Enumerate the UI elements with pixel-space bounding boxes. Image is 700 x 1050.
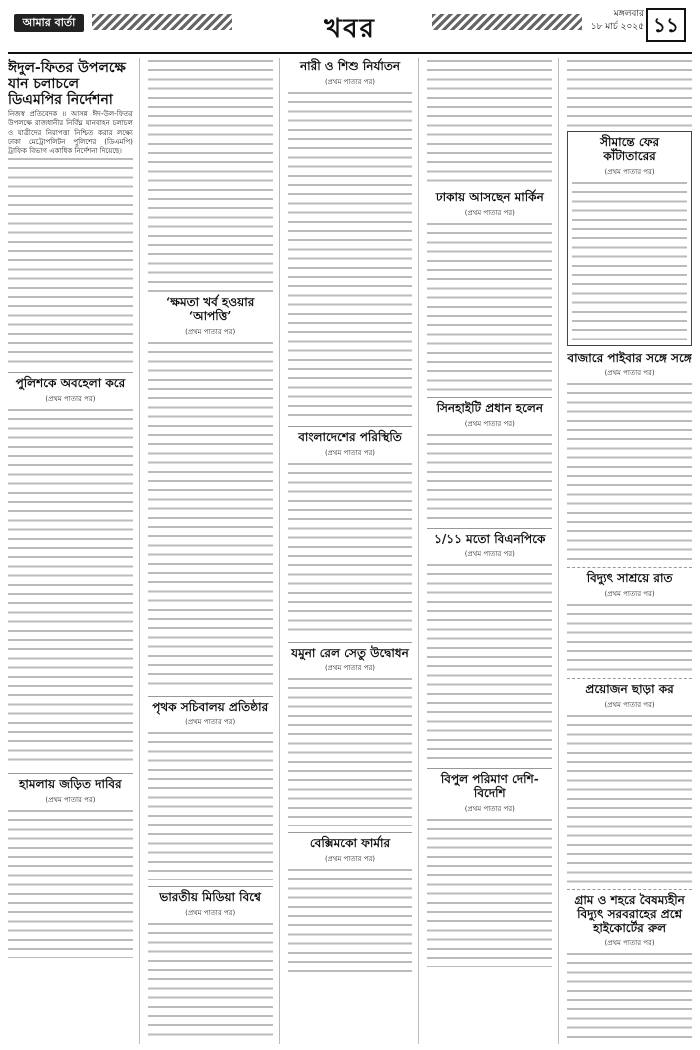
story-dhaka (427, 191, 552, 391)
divider (288, 832, 413, 833)
story-byline: (প্রথম পাতার পর) (185, 909, 236, 918)
story-body (148, 58, 273, 293)
divider (148, 886, 273, 887)
divider (288, 426, 413, 427)
story-eid (8, 60, 133, 366)
story-byline: (প্রথম পাতার পর) (604, 590, 655, 599)
story-byline: (প্রথম পাতার পর) (604, 939, 655, 948)
story-headline: নারী ও শিশু নির্যাতন (299, 59, 401, 73)
story-body (572, 180, 687, 340)
divider (148, 696, 273, 697)
story-body (8, 407, 133, 767)
section-title: খবর (324, 14, 376, 44)
decorative-stripe-right (432, 14, 582, 30)
story-byline: (প্রথম পাতার পর) (45, 395, 96, 404)
story-headline: বিপুল পরিমাণ দেশি-বিদেশি (440, 772, 539, 801)
story-byline: (প্রথম পাতার পর) (604, 369, 655, 378)
column-2 (148, 58, 280, 1044)
divider (567, 678, 692, 679)
story-body (8, 808, 133, 958)
story-market (567, 352, 692, 562)
divider (567, 889, 692, 890)
story-body (427, 58, 552, 188)
story-body (8, 156, 133, 366)
divider (288, 642, 413, 643)
divider (8, 773, 133, 774)
column-3 (288, 58, 420, 1044)
story-body (427, 817, 552, 967)
divider (427, 768, 552, 769)
story-byline: (প্রথম পাতার পর) (324, 448, 376, 457)
story-byline: (প্রথম পাতার পর) (185, 718, 236, 727)
story-body (288, 676, 413, 826)
story-bpl (427, 533, 552, 763)
story-headline: ‘ক্ষমতা খর্ব হওয়ার ‘আপত্তি’ (166, 295, 255, 323)
column-5 (567, 58, 692, 1044)
story-body (427, 432, 552, 522)
story-headline: যমুনা রেল সেতু উদ্বোধন (291, 645, 409, 660)
story-headline: ঢাকায় আসছেন মার্কিন (435, 190, 544, 204)
story-indian-media (148, 891, 273, 1041)
story-headline: বাজারে পাইবার সঙ্গে সঙ্গে (567, 350, 692, 365)
story-byline: (প্রথম পাতার পর) (324, 855, 376, 864)
story-factory (567, 131, 692, 346)
article-columns (8, 58, 692, 1044)
story-headline: পৃথক সচিবালয় প্রতিষ্ঠার (152, 699, 269, 714)
story-headline: প্রয়োজন ছাড়া কর (585, 682, 674, 697)
story-wealth (427, 773, 552, 967)
story-disparity (567, 894, 692, 1041)
story-byline: (প্রথম পাতার পর) (185, 327, 236, 336)
column-1 (8, 58, 140, 1044)
masthead (8, 0, 692, 54)
story-headline: ভারতীয় মিডিয়া বিশ্বে (159, 890, 261, 905)
story-body (288, 867, 413, 972)
story-headline: বাংলাদেশের পরিস্থিতি (298, 429, 402, 444)
divider (567, 567, 692, 568)
story-power (148, 296, 273, 690)
story-body (148, 340, 273, 690)
story-body (567, 58, 692, 128)
divider (427, 528, 552, 529)
divider (427, 397, 552, 398)
story-body (567, 713, 692, 883)
story-body (427, 221, 552, 391)
issue-day: মঙ্গলবার (613, 9, 644, 19)
issue-date-text: ১৮ মার্চ ২০২৫ (590, 22, 644, 32)
page-number: ১১ (646, 8, 686, 42)
story-byline: (প্রথম পাতার পর) (464, 550, 515, 559)
story-electricity (567, 572, 692, 672)
story-byline: (প্রথম পাতার পর) (464, 419, 515, 428)
story-headline: গ্রাম ও শহরে বৈষম্যহীন বিদ্যুৎ সরবরাহের প্রশ্নে হাইকোর্টের রুল (574, 892, 685, 935)
story-jamuna (288, 647, 413, 827)
story-byline: (প্রথম পাতার পর) (464, 208, 515, 217)
story-headline: সিনহাইটি প্রধান হলেন (436, 400, 543, 415)
story-bangladesh (288, 431, 413, 636)
story-beximco (288, 837, 413, 972)
story-body (567, 951, 692, 1041)
story-headline: ঈদুল-ফিতর উপলক্ষে যান চলাচলে ডিএমপির নির্দেশনা (8, 60, 126, 109)
story-headline: সীমান্তে ফের কাঁটাতারের (600, 135, 660, 163)
story-body (567, 381, 692, 561)
story-byline: (প্রথম পাতার পর) (464, 804, 515, 813)
story-byline: (প্রথম পাতার পর) (604, 700, 655, 709)
story-police (8, 377, 133, 767)
story-headline: বিদ্যুৎ সাশ্রয়ে রাত (586, 571, 673, 586)
story-women (288, 60, 413, 420)
story-byline: (প্রথম পাতার পর) (604, 167, 655, 176)
story-headline: হামলায় জড়িত দাবির (19, 777, 122, 792)
story-need (567, 683, 692, 883)
story-body (148, 921, 273, 1041)
story-headline: বেক্সিমকো ফার্মার (309, 836, 391, 851)
story-body (567, 602, 692, 672)
divider (8, 372, 133, 373)
story-harassment (8, 778, 133, 958)
story-body (427, 562, 552, 762)
story-byline: (প্রথম পাতার পর) (324, 77, 376, 86)
column-4 (427, 58, 559, 1044)
story-intro: নিজস্ব প্রতিবেদক ॥ আসন্ন ঈদ-উল-ফিতর উপলক্ষে রাজধানীর নির্বিঘ্ন যানবাহন চলাচল ও যাত্রীদের নিরাপত্তা নিশ্চিত করার লক্ষ্যে ঢাকা মেট্রোপলিটন পুলিশের (ডিএমপি) ট্রাফিক বিভাগ একাধিক নির্দেশনা দিয়েছে। (8, 110, 133, 156)
story-body (288, 90, 413, 420)
newspaper-logo: আমার বার্তা (14, 14, 84, 32)
story-headline: পুলিশকে অবহেলা করে (15, 376, 126, 391)
issue-date (591, 8, 644, 34)
story-byline: (প্রথম পাতার পর) (324, 664, 376, 673)
story-secretary (148, 701, 273, 881)
story-headline: ১/১১ মতো বিএনপিকে (434, 531, 546, 546)
story-sinha (427, 402, 552, 522)
story-body (288, 461, 413, 636)
story-body (148, 730, 273, 880)
story-byline: (প্রথম পাতার পর) (45, 795, 96, 804)
